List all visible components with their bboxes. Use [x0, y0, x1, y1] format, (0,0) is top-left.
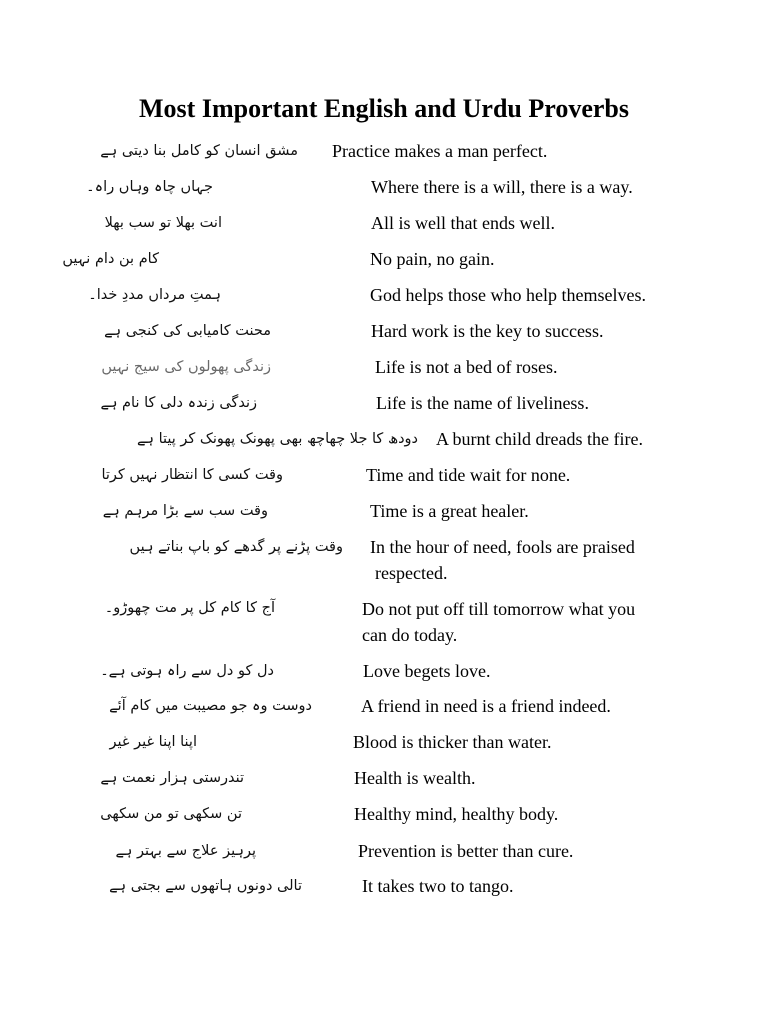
urdu-proverb: آج کا کام کل پر مت چھوڑو۔ — [104, 600, 275, 616]
urdu-proverb: زندگی پھولوں کی سیج نہیں — [101, 359, 271, 375]
urdu-proverb: محنت کامیابی کی کنجی ہے — [104, 323, 271, 339]
urdu-proverb: وقت پڑنے پر گدھے کو باپ بناتے ہیں — [129, 539, 343, 555]
english-proverb: Love begets love. — [363, 661, 491, 681]
english-proverb: Healthy mind, healthy body. — [354, 804, 559, 824]
english-proverb: God helps those who help themselves. — [370, 285, 646, 305]
english-proverb: A friend in need is a friend indeed. — [361, 696, 611, 716]
english-proverb: Prevention is better than cure. — [358, 841, 574, 861]
english-proverb: Health is wealth. — [354, 768, 476, 788]
urdu-proverb: وقت سب سے بڑا مرہم ہے — [102, 503, 268, 519]
english-proverb: Do not put off till tomorrow what you — [362, 599, 636, 619]
urdu-proverb: تندرستی ہزار نعمت ہے — [100, 770, 244, 786]
urdu-proverb: کام بن دام نہیں — [62, 251, 159, 267]
english-proverb: A burnt child dreads the fire. — [436, 429, 643, 449]
urdu-proverb: انت بھلا تو سب بھلا — [104, 215, 222, 231]
english-proverb-continuation: can do today. — [362, 625, 458, 645]
urdu-proverb: زندگی زندہ دلی کا نام ہے — [100, 395, 257, 411]
english-proverb: Time is a great healer. — [370, 501, 529, 521]
english-proverb: Where there is a will, there is a way. — [371, 177, 633, 197]
english-proverb: Life is the name of liveliness. — [376, 393, 589, 413]
english-proverb-continuation: respected. — [375, 563, 448, 583]
urdu-proverb: دوست وہ جو مصیبت میں کام آئے — [109, 698, 312, 714]
urdu-proverb: جہاں چاہ وہاں راہ۔ — [86, 179, 213, 195]
english-proverb: Life is not a bed of roses. — [375, 357, 558, 377]
english-proverb: Practice makes a man perfect. — [332, 141, 548, 161]
english-proverb: In the hour of need, fools are praised — [370, 537, 635, 557]
urdu-proverb: مشق انسان کو کامل بنا دیتی ہے — [100, 143, 298, 159]
english-proverb: Blood is thicker than water. — [353, 732, 552, 752]
english-proverb: Hard work is the key to success. — [371, 321, 604, 341]
urdu-proverb: دودھ کا جلا چھاچھ بھی پھونک پھونک کر پیتا ہے — [136, 431, 418, 447]
english-proverb: No pain, no gain. — [370, 249, 495, 269]
urdu-proverb: ہمتِ مرداں مددِ خدا۔ — [88, 287, 221, 303]
urdu-proverb: وقت کسی کا انتظار نہیں کرتا — [101, 467, 283, 483]
urdu-proverb: اپنا اپنا غیر غیر — [109, 734, 197, 750]
english-proverb: It takes two to tango. — [362, 876, 514, 896]
urdu-proverb: تن سکھی تو من سکھی — [100, 806, 242, 822]
urdu-proverb: دل کو دل سے راہ ہوتی ہے۔ — [100, 663, 274, 679]
urdu-proverb: پرہیز علاج سے بہتر ہے — [115, 843, 256, 859]
english-proverb: All is well that ends well. — [371, 213, 555, 233]
urdu-proverb: تالی دونوں ہاتھوں سے بجتی ہے — [109, 878, 302, 894]
english-proverb: Time and tide wait for none. — [366, 465, 571, 485]
page-title: Most Important English and Urdu Proverbs — [139, 94, 629, 123]
